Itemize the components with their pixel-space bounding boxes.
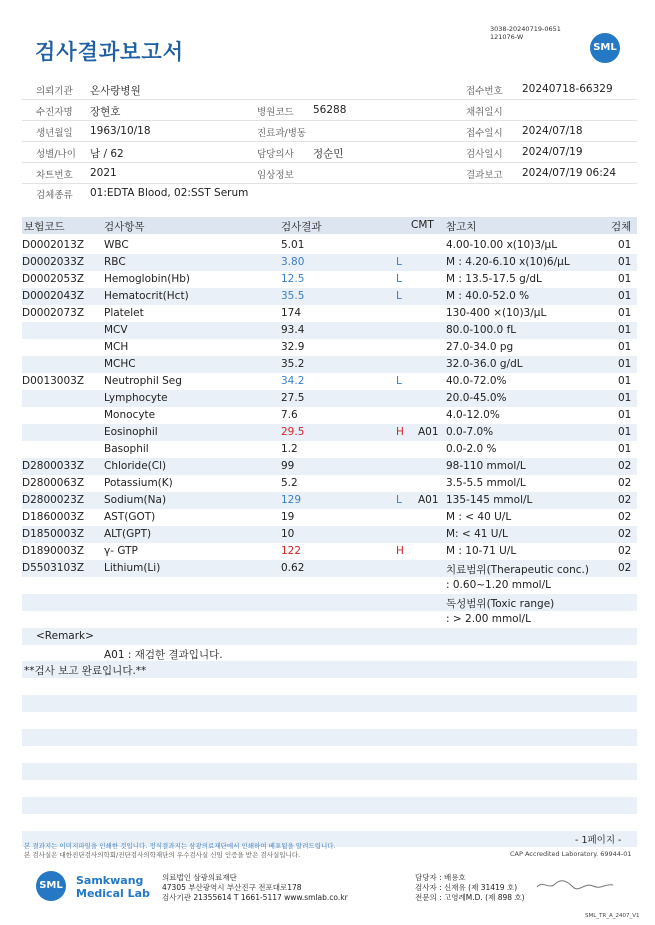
sml-logo: SML (590, 33, 620, 63)
row-spec: 01 (618, 324, 632, 336)
row-result: 5.01 (281, 239, 305, 251)
org-address: 47305 부산광역시 부산진구 전포대로178 (162, 883, 302, 892)
row-spec: 01 (618, 358, 632, 370)
row-spec: 02 (618, 511, 632, 523)
row-flag: H (396, 545, 404, 557)
info-row-5 (22, 163, 637, 184)
staff-info (415, 873, 525, 903)
row-ref: M : 13.5-17.5 g/dL (446, 273, 542, 285)
table-row (22, 543, 637, 560)
org-info (162, 873, 348, 903)
form-code: SML_TR_A_2407_V1 (585, 913, 640, 919)
row-ref: 3.5-5.5 mmol/L (446, 477, 526, 489)
row-item: Platelet (104, 307, 144, 319)
page-number: - 1페이지 - (575, 835, 622, 846)
hospital-code-value: 56288 (313, 104, 347, 116)
row-spec: 01 (618, 307, 632, 319)
row-item: Sodium(Na) (104, 494, 167, 506)
row-spec: 01 (618, 375, 632, 387)
table-row (22, 475, 637, 492)
row-item: WBC (104, 239, 129, 251)
info-row-1 (22, 79, 637, 100)
row-item: γ- GTP (104, 545, 138, 557)
col-item: 검사항목 (104, 221, 145, 233)
row-ref: 135-145 mmol/L (446, 494, 533, 506)
row-result: 7.6 (281, 409, 298, 421)
page-title: 검사결과보고서 (35, 40, 185, 64)
table-row (22, 424, 637, 441)
row-spec: 01 (618, 392, 632, 404)
report-value: 2024/07/19 06:24 (522, 167, 617, 179)
staff-1: 담당자 : 배용호 (415, 873, 466, 882)
table-row (22, 322, 637, 339)
row-ref: 27.0-34.0 pg (446, 341, 514, 353)
receipt-no-value: 20240718-66329 (522, 83, 613, 95)
receipt-date-value: 2024/07/18 (522, 125, 583, 137)
row-result: 5.2 (281, 477, 298, 489)
row-result: 3.80 (281, 256, 305, 268)
row-item: MCV (104, 324, 128, 336)
info-row-4 (22, 142, 637, 163)
table-row (22, 441, 637, 458)
row-spec: 01 (618, 256, 632, 268)
row-spec: 02 (618, 562, 632, 574)
row-result: 1.2 (281, 443, 298, 455)
empty-row (22, 695, 637, 712)
table-row (22, 594, 637, 611)
sex-age-value: 남 / 62 (90, 148, 124, 160)
chart-label: 차트번호 (36, 170, 73, 181)
row-ref: 치료범위(Therapeutic conc.) (446, 564, 589, 576)
row-ref: 4.00-10.00 x(10)3/μL (446, 239, 558, 251)
row-code: D1860003Z (22, 511, 85, 523)
row-ref: : > 2.00 mmol/L (446, 613, 531, 625)
document-id (490, 25, 561, 41)
col-code: 보험코드 (24, 221, 65, 233)
row-result: 19 (281, 511, 295, 523)
test-date-label: 검사일시 (466, 149, 503, 160)
row-item: Lithium(Li) (104, 562, 161, 574)
doctor-value: 정순민 (313, 148, 344, 160)
table-row (22, 492, 637, 509)
signature-icon (535, 878, 615, 892)
col-ref: 참고치 (446, 221, 477, 233)
row-result: 34.2 (281, 375, 305, 387)
footer-note-1: 본 결과지는 이미지파일을 인쇄한 것입니다. 정식결과지는 삼광의료재단에서 인쇄하여 배포됨을 알려드립니다. (24, 842, 336, 850)
row-item: Neutrophil Seg (104, 375, 182, 387)
row-result: 129 (281, 494, 302, 506)
row-ref: 98-110 mmol/L (446, 460, 526, 472)
row-spec: 01 (618, 426, 632, 438)
col-cmt: CMT (411, 219, 434, 231)
row-spec: 02 (618, 528, 632, 540)
row-flag: L (396, 375, 402, 387)
row-result: 122 (281, 545, 302, 557)
row-code: D0013003Z (22, 375, 85, 387)
brand-line-2: Medical Lab (76, 887, 150, 900)
col-specimen: 검체 (611, 221, 632, 233)
row-ref: 독성범위(Toxic range) (446, 598, 555, 610)
row-spec: 02 (618, 494, 632, 506)
row-ref: 4.0-12.0% (446, 409, 500, 421)
institution-label: 의뢰기관 (36, 86, 73, 97)
sex-age-label: 성별/나이 (36, 149, 76, 160)
row-item: Lymphocyte (104, 392, 168, 404)
col-result: 검사결과 (281, 221, 322, 233)
dept-label: 진료과/병동 (257, 128, 307, 139)
empty-row (22, 763, 637, 780)
row-code: D5503103Z (22, 562, 85, 574)
remark-done: **검사 보고 완료입니다.** (24, 665, 147, 677)
table-row (22, 356, 637, 373)
row-spec: 01 (618, 239, 632, 251)
row-result: 174 (281, 307, 302, 319)
info-row-3 (22, 121, 637, 142)
row-code: D0002043Z (22, 290, 85, 302)
row-ref: M : 40.0-52.0 % (446, 290, 530, 302)
row-item: Monocyte (104, 409, 156, 421)
row-spec: 02 (618, 545, 632, 557)
row-spec: 01 (618, 341, 632, 353)
row-item: Hemoglobin(Hb) (104, 273, 191, 285)
table-row (22, 288, 637, 305)
info-row-2 (22, 100, 637, 121)
row-ref: 80.0-100.0 fL (446, 324, 517, 336)
row-result: 27.5 (281, 392, 305, 404)
row-cmt: A01 (418, 494, 439, 506)
row-code: D0002033Z (22, 256, 85, 268)
table-row (22, 458, 637, 475)
cap-accreditation: CAP Accredited Laboratory. 69944-01 (510, 850, 632, 858)
row-code: D2800023Z (22, 494, 85, 506)
row-ref: 32.0-36.0 g/dL (446, 358, 523, 370)
doc-id-line-1: 3038-20240719-0651 (490, 25, 561, 33)
row-item: Eosinophil (104, 426, 158, 438)
row-ref: 20.0-45.0% (446, 392, 507, 404)
doctor-label: 담당의사 (257, 149, 294, 160)
institution-value: 온사랑병원 (90, 85, 141, 97)
remark-title: <Remark> (36, 630, 94, 642)
row-item: Basophil (104, 443, 149, 455)
row-spec: 02 (618, 477, 632, 489)
row-flag: L (396, 256, 402, 268)
row-item: MCH (104, 341, 129, 353)
sml-footer-logo: SML (36, 871, 66, 901)
row-spec: 01 (618, 273, 632, 285)
footer-note-2: 본 검사실은 대한진단검사의학회/진단검사의학재단의 우수검사실 신임 인증을 받은 검사실입니다. (24, 851, 301, 859)
info-row-6 (22, 183, 637, 203)
row-spec: 01 (618, 409, 632, 421)
empty-row (22, 797, 637, 814)
row-flag: H (396, 426, 404, 438)
receipt-no-label: 접수번호 (466, 86, 503, 97)
remark-a01: A01 : 재검한 결과입니다. (104, 649, 223, 661)
row-result: 32.9 (281, 341, 305, 353)
row-code: D2800063Z (22, 477, 85, 489)
table-row (22, 577, 637, 594)
table-row (22, 407, 637, 424)
table-row (22, 373, 637, 390)
row-result: 99 (281, 460, 295, 472)
patient-value: 장현호 (90, 106, 121, 118)
staff-3: 전문의 : 고영례M.D. (제 898 호) (415, 893, 525, 902)
row-ref: M: < 41 U/L (446, 528, 508, 540)
row-code: D2800033Z (22, 460, 85, 472)
row-result: 12.5 (281, 273, 305, 285)
table-row (22, 339, 637, 356)
row-cmt: A01 (418, 426, 439, 438)
row-result: 35.5 (281, 290, 305, 302)
table-row (22, 305, 637, 322)
dob-value: 1963/10/18 (90, 125, 151, 137)
table-row (22, 509, 637, 526)
clinical-label: 임상정보 (257, 170, 294, 181)
remark-row (22, 628, 637, 645)
org-contact: 검사기관 21355614 T 1661-5117 www.smlab.co.kr (162, 893, 348, 902)
row-item: MCHC (104, 358, 136, 370)
staff-2: 검사자 : 신재유 (제 31419 호) (415, 883, 518, 892)
row-item: ALT(GPT) (104, 528, 152, 540)
table-row (22, 611, 637, 628)
row-code: D0002073Z (22, 307, 85, 319)
table-row (22, 526, 637, 543)
doc-id-line-2: 121076-W (490, 33, 524, 41)
specimen-label: 검체종류 (36, 190, 73, 201)
remark-row (22, 645, 637, 662)
row-code: D0002053Z (22, 273, 85, 285)
row-spec: 01 (618, 290, 632, 302)
patient-label: 수진자명 (36, 107, 73, 118)
empty-row (22, 729, 637, 746)
row-result: 29.5 (281, 426, 305, 438)
dob-label: 생년월일 (36, 128, 73, 139)
row-ref: 0.0-7.0% (446, 426, 494, 438)
row-ref: : 0.60~1.20 mmol/L (446, 579, 551, 591)
row-item: Potassium(K) (104, 477, 173, 489)
row-flag: L (396, 494, 402, 506)
row-ref: M : 4.20-6.10 x(10)6/μL (446, 256, 570, 268)
row-spec: 02 (618, 460, 632, 472)
row-ref: 130-400 ×(10)3/μL (446, 307, 547, 319)
brand-name (76, 874, 150, 900)
row-item: AST(GOT) (104, 511, 156, 523)
table-row (22, 254, 637, 271)
row-flag: L (396, 290, 402, 302)
table-row (22, 560, 637, 577)
row-spec: 01 (618, 443, 632, 455)
row-ref: M : 10-71 U/L (446, 545, 517, 557)
test-date-value: 2024/07/19 (522, 146, 583, 158)
row-flag: L (396, 273, 402, 285)
row-ref: M : < 40 U/L (446, 511, 512, 523)
specimen-value: 01:EDTA Blood, 02:SST Serum (90, 187, 249, 199)
row-code: D0002013Z (22, 239, 85, 251)
table-row (22, 390, 637, 407)
row-result: 93.4 (281, 324, 305, 336)
brand-line-1: Samkwang (76, 874, 144, 887)
remark-row (22, 661, 637, 678)
table-row (22, 237, 637, 254)
row-ref: 0.0-2.0 % (446, 443, 497, 455)
row-result: 10 (281, 528, 295, 540)
row-result: 35.2 (281, 358, 305, 370)
org-name: 의료법인 삼광의료재단 (162, 873, 237, 882)
row-code: D1850003Z (22, 528, 85, 540)
row-result: 0.62 (281, 562, 305, 574)
hospital-code-label: 병원코드 (257, 107, 294, 118)
receipt-date-label: 접수일시 (466, 128, 503, 139)
row-item: Hematocrit(Hct) (104, 290, 189, 302)
chart-value: 2021 (90, 167, 117, 179)
table-row (22, 271, 637, 288)
row-code: D1890003Z (22, 545, 85, 557)
results-table-header (22, 217, 637, 234)
report-label: 결과보고 (466, 170, 503, 181)
row-item: Chloride(Cl) (104, 460, 167, 472)
row-ref: 40.0-72.0% (446, 375, 507, 387)
collect-label: 채취일시 (466, 107, 503, 118)
row-item: RBC (104, 256, 126, 268)
